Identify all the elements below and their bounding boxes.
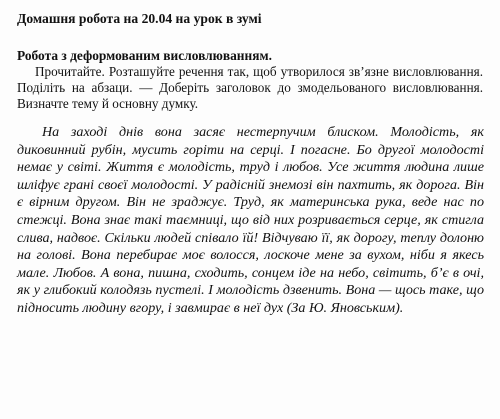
deformed-text: На заході днів вона засяє нестерпучим блиском. Молодість, як диковинний рубін, мусить горіти на серці. І погасне. Бо другої молодості немає у світі. Життя є молодість, труд і любов. Усе життя людина лише шліфує грані своєї молодості. У радісній знемозі він пахтить, як дорога. Він є вірним другом. Він не зраджує. Труд, як материнська рука, веде нас по стежці. Вона знає такі таємниці, що від них розривається серце, як стигла слива, надвоє. Скільки людей співало їй! Відчуваю її, як дорогу, теплу долоню на голові. Вона перебирає моє волосся, лоскоче мене за вухом, ніби я якесь мале. Любов. А вона, пишна, сходить, сонцем іде на небо, світить, б’є в очі, як у глибокий колодязь пустелі. І молодість дзвенить. Вона — щось таке, що підносить людину вгору, і завмирає в неї дух (За Ю. Яновським). [17,124,484,316]
task-title: Робота з деформованим висловлюванням. [17,48,272,63]
homework-header: Домашня робота на 20.04 на урок в зумі [17,11,262,26]
task-instructions: Прочитайте. Розташуйте речення так, щоб утворилося зв’язне висловлювання. Поділіть на абзаци. — Доберіть заголовок до змодельованого висловлювання. Визначте тему й основну думку. [17,64,483,111]
